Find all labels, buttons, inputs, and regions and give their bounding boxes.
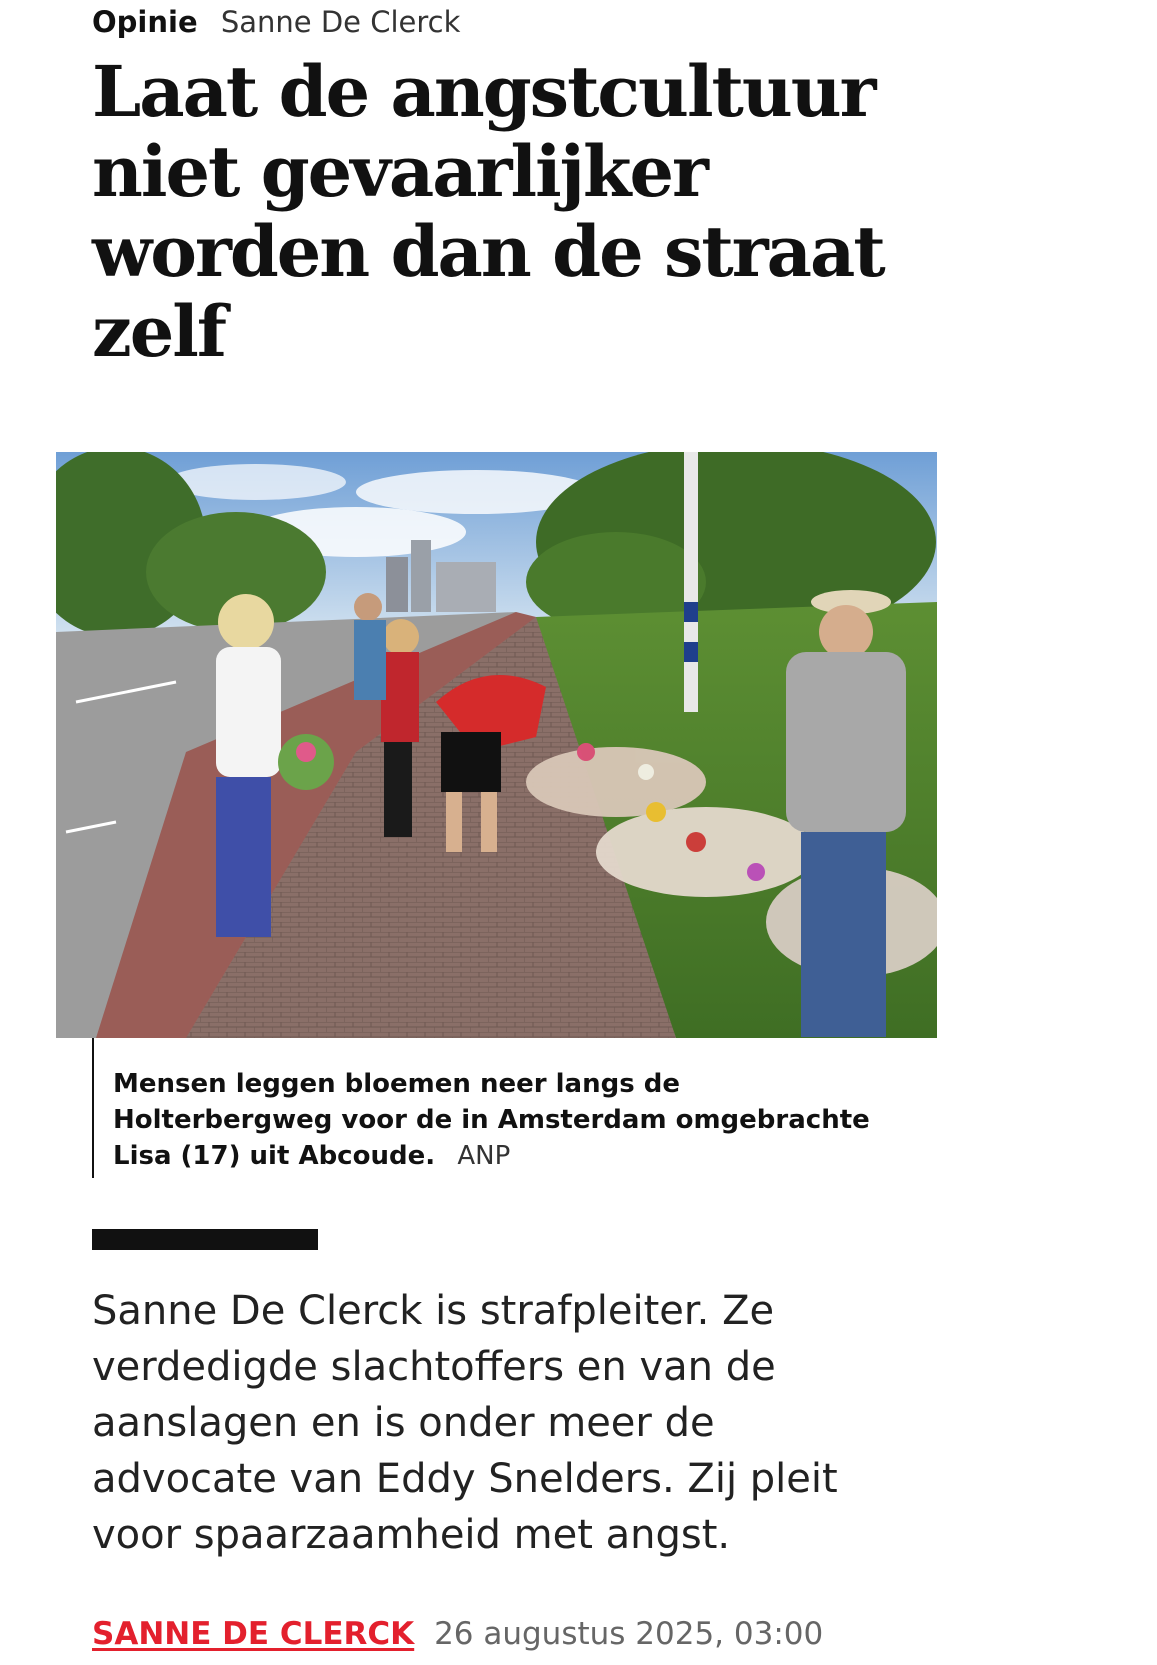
photo-illustration	[56, 452, 937, 1038]
kicker-author[interactable]: Sanne De Clerck	[220, 5, 461, 39]
article-headline: Laat de angstcultuur niet gevaarlijker worden dan de straat zelf	[92, 50, 884, 373]
article-byline	[92, 1614, 823, 1654]
article-kicker	[92, 4, 460, 40]
caption-text: Mensen leggen bloemen neer langs de Holterbergweg voor de in Amsterdam omgebrachte Lisa (17) uit Abcoude.	[113, 1069, 870, 1171]
photo-credit: ANP	[457, 1141, 511, 1171]
section-label[interactable]: Opinie	[92, 5, 198, 39]
publish-date: 26 augustus 2025, 03:00	[434, 1616, 824, 1652]
photo-caption	[92, 1038, 882, 1178]
article-photo	[56, 452, 937, 1038]
article-intro: Sanne De Clerck is strafpleiter. Ze verdedigde slachtoffers en van de aanslagen en is onder meer de advocate van Eddy Snelders. Zij pleit voor spaarzaamheid met angst.	[92, 1288, 838, 1558]
section-divider	[92, 1229, 318, 1250]
byline-author-link[interactable]: SANNE DE CLERCK	[92, 1616, 415, 1652]
